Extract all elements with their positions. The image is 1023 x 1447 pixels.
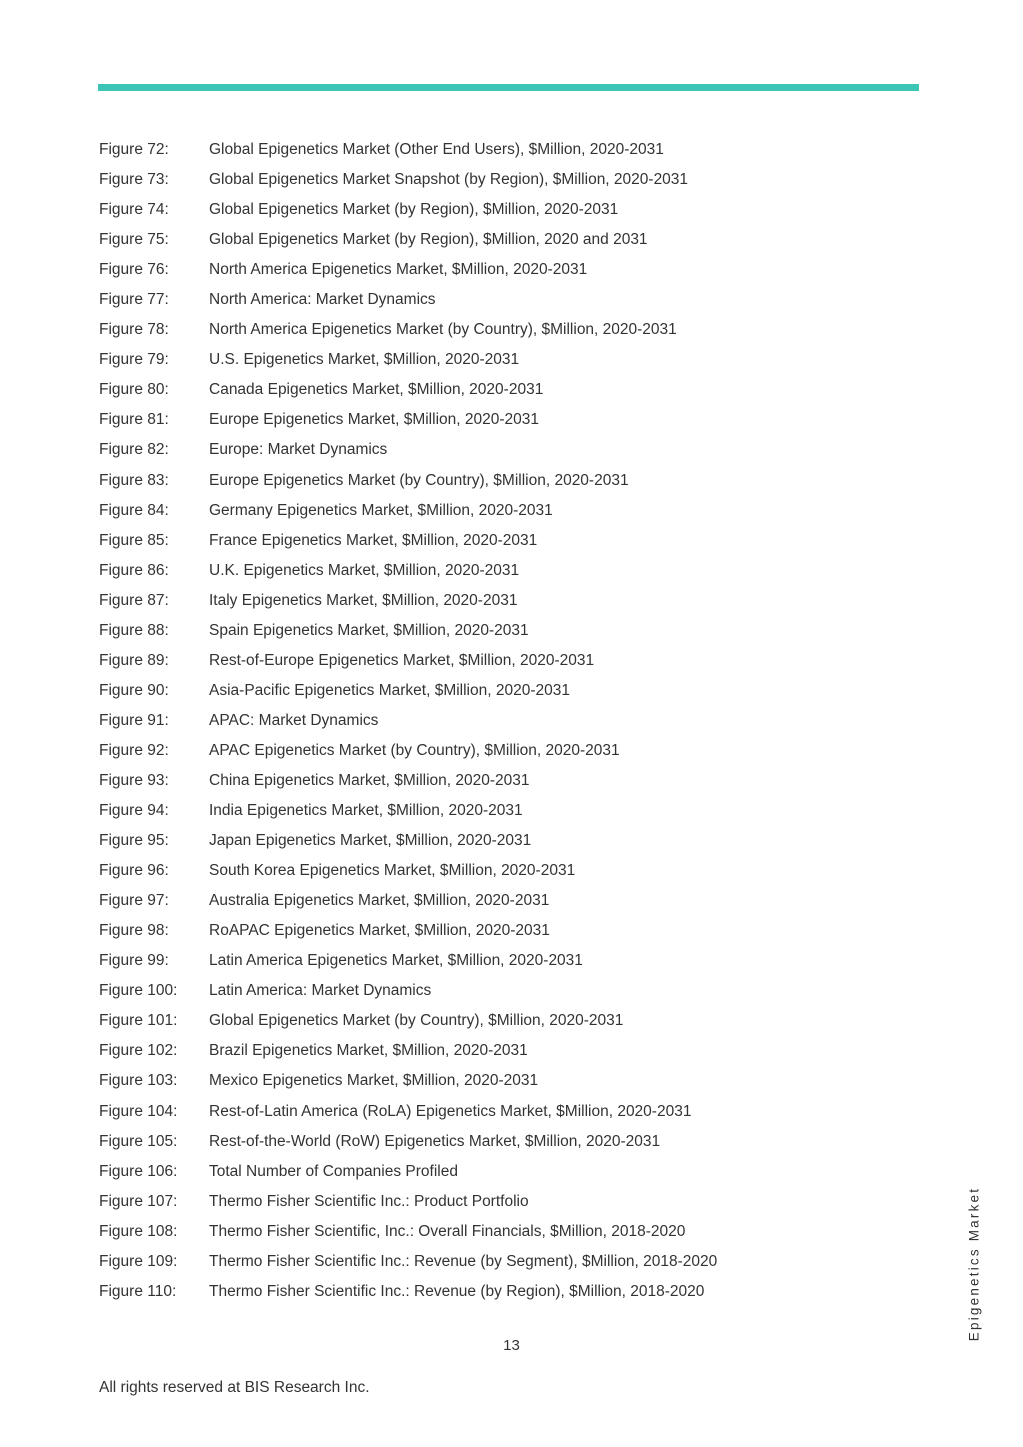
- list-item: [99, 405, 859, 435]
- list-item: [99, 1127, 859, 1157]
- figure-number: Figure 109:: [99, 1252, 178, 1270]
- list-item: [99, 856, 859, 886]
- list-item: [99, 946, 859, 976]
- footer-copyright: All rights reserved at BIS Research Inc.: [99, 1379, 370, 1396]
- figure-title: Brazil Epigenetics Market, $Million, 2020-2031: [209, 1042, 528, 1060]
- list-item: [99, 1157, 859, 1187]
- list-item: [99, 1277, 859, 1307]
- figure-number: Figure 94:: [99, 802, 169, 820]
- list-item: [99, 556, 859, 586]
- figure-title: Thermo Fisher Scientific Inc.: Product Portfolio: [209, 1192, 529, 1210]
- figure-title: APAC Epigenetics Market (by Country), $Million, 2020-2031: [209, 741, 620, 759]
- figure-title: Rest-of-Latin America (RoLA) Epigenetics Market, $Million, 2020-2031: [209, 1102, 692, 1120]
- list-item: [99, 165, 859, 195]
- figure-number: Figure 82:: [99, 441, 169, 459]
- list-item: [99, 586, 859, 616]
- list-item: [99, 375, 859, 405]
- figure-number: Figure 77:: [99, 291, 169, 309]
- figure-number: Figure 80:: [99, 381, 169, 399]
- list-item: [99, 466, 859, 496]
- figure-number: Figure 98:: [99, 922, 169, 940]
- figure-title: Total Number of Companies Profiled: [209, 1162, 458, 1180]
- figure-title: Global Epigenetics Market Snapshot (by Region), $Million, 2020-2031: [209, 171, 689, 189]
- figure-number: Figure 89:: [99, 651, 169, 669]
- figure-title: APAC: Market Dynamics: [209, 711, 379, 729]
- figure-title: Global Epigenetics Market (by Region), $Million, 2020-2031: [209, 201, 619, 219]
- figure-title: Global Epigenetics Market (Other End Users), $Million, 2020-2031: [209, 141, 664, 159]
- list-item: [99, 916, 859, 946]
- figure-number: Figure 108:: [99, 1222, 178, 1240]
- figure-title: Global Epigenetics Market (by Region), $Million, 2020 and 2031: [209, 231, 648, 249]
- list-item: [99, 766, 859, 796]
- list-item: [99, 796, 859, 826]
- list-item: [99, 195, 859, 225]
- figure-title: South Korea Epigenetics Market, $Million, 2020-2031: [209, 862, 576, 880]
- figure-number: Figure 105:: [99, 1132, 178, 1150]
- figure-title: India Epigenetics Market, $Million, 2020-2031: [209, 802, 523, 820]
- list-item: [99, 225, 859, 255]
- figure-number: Figure 85:: [99, 531, 169, 549]
- figure-number: Figure 73:: [99, 171, 169, 189]
- figure-number: Figure 72:: [99, 141, 169, 159]
- figure-number: Figure 74:: [99, 201, 169, 219]
- figure-number: Figure 81:: [99, 411, 169, 429]
- header-accent-rule: [98, 84, 919, 91]
- list-item: [99, 646, 859, 676]
- figure-title: Mexico Epigenetics Market, $Million, 2020-2031: [209, 1072, 539, 1090]
- figure-number: Figure 99:: [99, 952, 169, 970]
- side-report-title: Epigenetics Market: [966, 1186, 982, 1342]
- list-item: [99, 135, 859, 165]
- figure-number: Figure 90:: [99, 681, 169, 699]
- figure-number: Figure 91:: [99, 711, 169, 729]
- figure-number: Figure 88:: [99, 621, 169, 639]
- list-item: [99, 1187, 859, 1217]
- figure-number: Figure 92:: [99, 741, 169, 759]
- figure-number: Figure 84:: [99, 501, 169, 519]
- figure-title: North America Epigenetics Market (by Country), $Million, 2020-2031: [209, 321, 677, 339]
- figure-number: Figure 83:: [99, 471, 169, 489]
- list-item: [99, 1097, 859, 1127]
- list-item: [99, 435, 859, 465]
- list-item: [99, 676, 859, 706]
- list-item: [99, 315, 859, 345]
- list-item: [99, 826, 859, 856]
- figure-number: Figure 102:: [99, 1042, 178, 1060]
- figure-number: Figure 97:: [99, 892, 169, 910]
- figure-title: Thermo Fisher Scientific, Inc.: Overall Financials, $Million, 2018-2020: [209, 1222, 686, 1240]
- list-item: [99, 1066, 859, 1096]
- figure-title: Thermo Fisher Scientific Inc.: Revenue (by Segment), $Million, 2018-2020: [209, 1252, 718, 1270]
- figure-number: Figure 87:: [99, 591, 169, 609]
- figure-title: Spain Epigenetics Market, $Million, 2020-2031: [209, 621, 529, 639]
- figure-title: Japan Epigenetics Market, $Million, 2020-2031: [209, 832, 532, 850]
- list-item: [99, 345, 859, 375]
- list-item: [99, 616, 859, 646]
- list-item: [99, 706, 859, 736]
- figure-number: Figure 79:: [99, 351, 169, 369]
- figure-title: Latin America Epigenetics Market, $Million, 2020-2031: [209, 952, 583, 970]
- figure-number: Figure 78:: [99, 321, 169, 339]
- figure-title: France Epigenetics Market, $Million, 2020-2031: [209, 531, 538, 549]
- list-item: [99, 255, 859, 285]
- figure-number: Figure 104:: [99, 1102, 178, 1120]
- list-item: [99, 1217, 859, 1247]
- list-item: [99, 976, 859, 1006]
- figure-title: Europe: Market Dynamics: [209, 441, 388, 459]
- list-item: [99, 1247, 859, 1277]
- figure-number: Figure 76:: [99, 261, 169, 279]
- figure-title: U.S. Epigenetics Market, $Million, 2020-2031: [209, 351, 520, 369]
- list-item: [99, 526, 859, 556]
- list-item: [99, 886, 859, 916]
- figure-number: Figure 86:: [99, 561, 169, 579]
- figure-number: Figure 101:: [99, 1012, 178, 1030]
- figure-number: Figure 106:: [99, 1162, 178, 1180]
- figure-number: Figure 95:: [99, 832, 169, 850]
- figure-title: Rest-of-the-World (RoW) Epigenetics Market, $Million, 2020-2031: [209, 1132, 661, 1150]
- figure-title: Europe Epigenetics Market (by Country), $Million, 2020-2031: [209, 471, 629, 489]
- figure-title: Germany Epigenetics Market, $Million, 2020-2031: [209, 501, 553, 519]
- figure-number: Figure 93:: [99, 772, 169, 789]
- page-number: 13: [503, 1337, 520, 1354]
- figure-number: Figure 110:: [99, 1282, 177, 1300]
- figure-title: RoAPAC Epigenetics Market, $Million, 2020-2031: [209, 922, 550, 940]
- figure-title: Australia Epigenetics Market, $Million, 2020-2031: [209, 892, 550, 910]
- list-item: [99, 496, 859, 526]
- figure-number: Figure 100:: [99, 982, 178, 1000]
- list-item: [99, 1006, 859, 1036]
- figure-title: Global Epigenetics Market (by Country), $Million, 2020-2031: [209, 1012, 624, 1030]
- figure-title: Asia-Pacific Epigenetics Market, $Million, 2020-2031: [209, 681, 570, 699]
- figure-title: North America Epigenetics Market, $Million, 2020-2031: [209, 261, 588, 279]
- figure-title: Rest-of-Europe Epigenetics Market, $Million, 2020-2031: [209, 651, 595, 669]
- figure-title: U.K. Epigenetics Market, $Million, 2020-2031: [209, 561, 520, 579]
- figure-title: Italy Epigenetics Market, $Million, 2020-2031: [209, 591, 518, 609]
- figure-title: Europe Epigenetics Market, $Million, 2020-2031: [209, 411, 539, 429]
- list-item: [99, 736, 859, 766]
- list-item: [99, 1036, 859, 1066]
- figure-title: Canada Epigenetics Market, $Million, 2020-2031: [209, 381, 544, 399]
- figure-title: China Epigenetics Market, $Million, 2020-2031: [209, 772, 530, 789]
- list-of-figures: [99, 135, 859, 1307]
- figure-number: Figure 103:: [99, 1072, 178, 1090]
- figure-title: North America: Market Dynamics: [209, 291, 436, 309]
- figure-number: Figure 96:: [99, 862, 169, 880]
- figure-title: Latin America: Market Dynamics: [209, 982, 432, 1000]
- list-item: [99, 285, 859, 315]
- figure-title: Thermo Fisher Scientific Inc.: Revenue (by Region), $Million, 2018-2020: [209, 1282, 705, 1300]
- figure-number: Figure 107:: [99, 1192, 178, 1210]
- figure-number: Figure 75:: [99, 231, 169, 249]
